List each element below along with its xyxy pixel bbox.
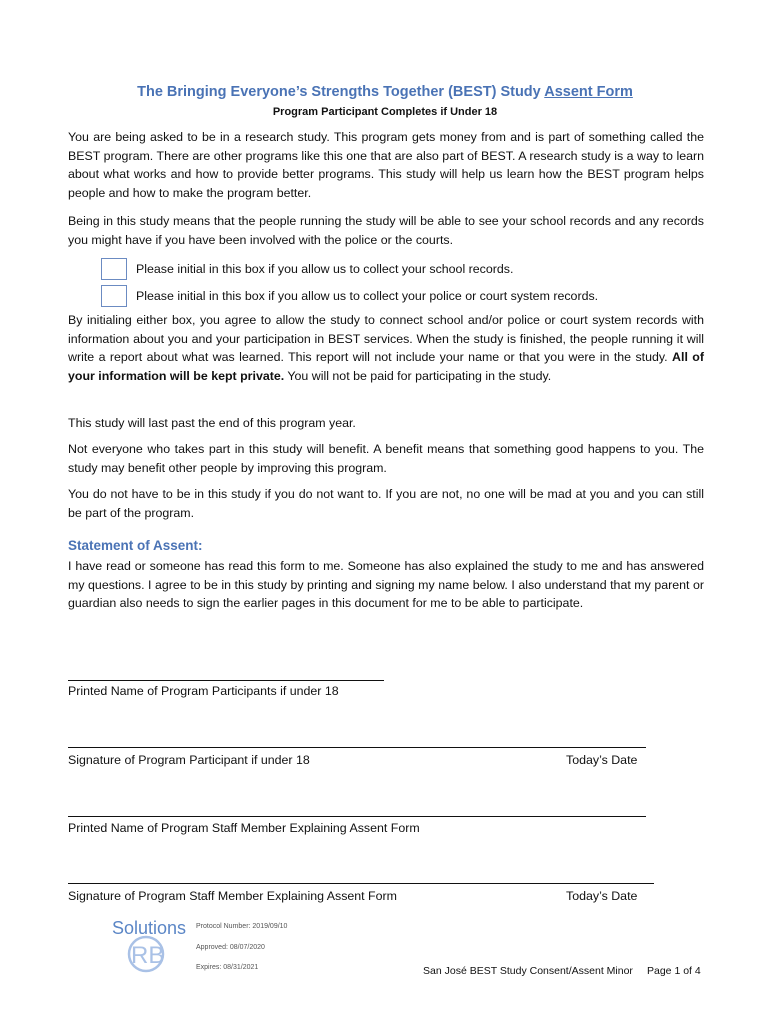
initial-box-police[interactable]	[101, 285, 127, 307]
printed-name-participant-line[interactable]	[68, 680, 384, 681]
footer-document-name: San José BEST Study Consent/Assent Minor	[423, 965, 633, 977]
paragraph-records: Being in this study means that the people running the study will be able to see your school records and any records you might have if you have been involved with the police or the courts.	[68, 214, 704, 247]
signature-participant-label: Signature of Program Participant if under 18	[68, 753, 310, 767]
paragraph-benefit: Not everyone who takes part in this study will benefit. A benefit means that something good happens to you. The study may benefit other people by improving this program.	[68, 442, 704, 475]
checkbox-row-police	[101, 284, 598, 308]
initial-box-school[interactable]	[101, 258, 127, 280]
privacy-statement: All of your information will be kept private.	[68, 350, 704, 383]
assent-heading: Statement of Assent:	[68, 538, 203, 553]
document-title	[0, 84, 770, 100]
protocol-number: Protocol Number: 2019/09/10	[196, 923, 288, 930]
document-subtitle: Program Participant Completes if Under 18	[272, 106, 498, 118]
printed-name-participant-label: Printed Name of Program Participants if under 18	[68, 684, 339, 698]
paragraph3-end: You will not be paid for participating in the study.	[284, 368, 552, 383]
title-main: The Bringing Everyone’s Strengths Together (BEST) Study	[137, 84, 545, 100]
solutions-rb-logo	[112, 914, 192, 976]
approval-date: Approved: 08/07/2020	[196, 944, 265, 951]
todays-date-label-2: Today’s Date	[566, 889, 638, 903]
checkbox-row-school	[101, 257, 513, 281]
footer-page-number: Page 1 of 4	[647, 965, 701, 977]
paragraph-voluntary: You do not have to be in this study if you do not want to. If you are not, no one will be mad at you and you can still be part of the program.	[68, 487, 704, 520]
checkbox-label-school: Please initial in this box if you allow us to collect your school records.	[136, 262, 514, 276]
printed-name-staff-line[interactable]	[68, 816, 646, 817]
printed-name-staff-label: Printed Name of Program Staff Member Explaining Assent Form	[68, 821, 420, 835]
paragraph3-start: By initialing either box, you agree to allow the study to connect school and/or police or court system records with information about you and your participation in BEST services. When the study is finished, the people running it will write a report about what was learned. This report will not include your name or that you were in the study.	[68, 313, 704, 365]
expiration-date: Expires: 08/31/2021	[196, 964, 259, 971]
signature-staff-line[interactable]	[68, 883, 654, 884]
paragraph-duration: This study will last past the end of this program year.	[68, 416, 356, 430]
signature-participant-line[interactable]	[68, 747, 646, 748]
assent-statement: I have read or someone has read this form to me. Someone has also explained the study to me and has answered my questions. I agree to be in this study by printing and signing my name below. I also understand that my parent or guardian also needs to sign the earlier pages in this document for me to be able to participate.	[68, 559, 704, 611]
logo-text: Solutions	[112, 918, 187, 938]
paragraph-intro: You are being asked to be in a research study. This program gets money from and is part of something called the BEST program. There are other programs like this one that are also part of BEST. A research study is a way to learn about what works and how to provide better programs. This study will help us learn how the BEST program helps people and how to make the program better.	[68, 130, 704, 200]
todays-date-label-1: Today’s Date	[566, 753, 638, 767]
title-underlined: Assent Form	[544, 84, 633, 100]
signature-staff-label: Signature of Program Staff Member Explaining Assent Form	[68, 889, 397, 903]
logo-graphic	[112, 914, 192, 976]
checkbox-label-police: Please initial in this box if you allow us to collect your police or court system records.	[136, 289, 599, 303]
logo-initials: RB	[131, 942, 165, 969]
paragraph-consent-details	[68, 311, 704, 385]
